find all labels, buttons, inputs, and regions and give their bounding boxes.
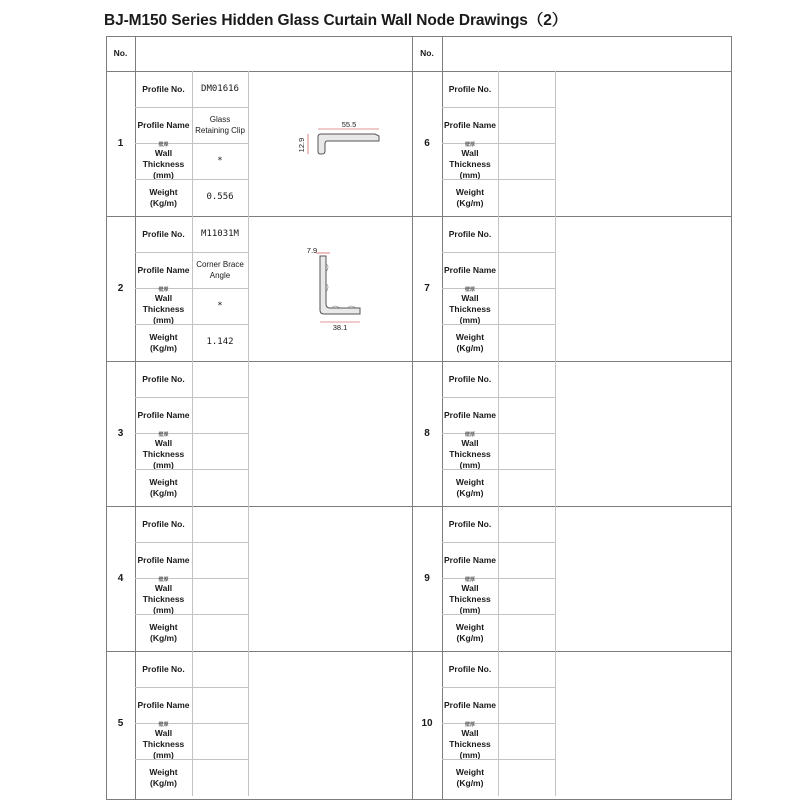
wall-thickness-unit: (mm): [459, 169, 481, 180]
profile-no-label: Profile No.: [448, 663, 492, 674]
wall-thickness-unit: (mm): [459, 749, 481, 760]
profile-name-label: Profile Name: [444, 554, 496, 565]
wall-thickness-unit: (mm): [153, 604, 174, 615]
value-drawing-divider: [555, 506, 556, 651]
field-value-profile-name: [192, 687, 248, 723]
wall-thickness-unit: (mm): [153, 459, 174, 470]
profile-no-label: Profile No.: [142, 518, 185, 529]
weight-unit: (Kg/m): [150, 487, 177, 498]
label-text: [444, 120, 496, 131]
profile-name-label: Profile Name: [137, 264, 190, 275]
dimension-label: 7.9: [306, 246, 318, 255]
field-value-wall-thickness: [498, 723, 555, 759]
value-drawing-divider: [555, 361, 556, 506]
wall-thickness-mark: 壁厚: [158, 576, 169, 583]
label-text: [149, 477, 177, 499]
field-label-profile-name: [442, 252, 498, 288]
wall-thickness-mark: 壁厚: [158, 431, 169, 438]
label-text: [449, 664, 492, 675]
dimension-label: 12.9: [297, 137, 306, 153]
weight-unit: (Kg/m): [150, 632, 177, 643]
row-number-cell: [106, 506, 135, 651]
wall-thickness-label: Wall Thickness: [449, 147, 491, 169]
field-label-profile-name: [442, 397, 498, 433]
weight-unit: (Kg/m): [150, 777, 177, 788]
row-number-cell: [412, 651, 442, 796]
field-label-wall-thickness: [442, 288, 498, 324]
label-text: [138, 410, 190, 421]
weight-label: Weight: [149, 476, 178, 487]
field-label-weight: [442, 759, 498, 796]
dimension-label: 55.5: [341, 121, 357, 129]
row-number: 6: [424, 138, 430, 149]
profile-name-value: Corner Brace Angle: [196, 260, 244, 280]
field-label-profile-name: [442, 687, 498, 723]
weight-unit: (Kg/m): [456, 777, 484, 788]
profile-no-label: Profile No.: [142, 663, 185, 674]
value-drawing-divider: [248, 216, 249, 361]
label-text: [135, 287, 192, 326]
label-text: [456, 477, 484, 499]
row-number-cell: [106, 651, 135, 796]
label-text: [138, 700, 190, 711]
wall-thickness-label: Wall Thickness: [449, 727, 491, 749]
row-number-cell: [412, 216, 442, 361]
field-label-profile-name: [442, 542, 498, 578]
wall-thickness-label: Wall Thickness: [142, 437, 185, 459]
label-text: [142, 229, 185, 240]
field-value-weight: [192, 469, 248, 506]
profile-name-label: Profile Name: [137, 409, 190, 420]
value-drawing-divider: [555, 651, 556, 796]
field-value-weight: [192, 324, 248, 361]
row-number-cell: [106, 361, 135, 506]
row-number-cell: [412, 506, 442, 651]
row-number: 9: [424, 573, 430, 584]
field-value-profile-name: [498, 107, 555, 143]
angle-profile-detail: [326, 264, 356, 308]
field-value-profile-no: [192, 361, 248, 397]
wall-thickness-label: Wall Thickness: [142, 582, 185, 604]
weight-unit: (Kg/m): [456, 197, 484, 208]
value-drawing-divider: [248, 71, 249, 216]
label-text: [456, 622, 484, 644]
profile-no-value: M11031M: [201, 228, 239, 239]
value-drawing-divider: [248, 361, 249, 506]
weight-label: Weight: [455, 331, 485, 342]
wall-thickness-value: *: [217, 155, 223, 166]
field-label-profile-name: [442, 107, 498, 143]
label-text: [149, 767, 177, 789]
value-drawing-divider: [248, 651, 249, 796]
row-number: 7: [424, 283, 430, 294]
profile-name-label: Profile Name: [444, 699, 496, 710]
field-value-weight: [192, 179, 248, 216]
wall-thickness-label: Wall Thickness: [449, 582, 491, 604]
wall-thickness-unit: (mm): [153, 314, 174, 325]
field-value-weight: [498, 179, 555, 216]
weight-unit: (Kg/m): [456, 487, 484, 498]
wall-thickness-label: Wall Thickness: [449, 292, 491, 314]
field-value-wall-thickness: [498, 578, 555, 614]
header-no-label: No.: [420, 48, 434, 58]
field-label-weight: [135, 614, 192, 651]
field-label-profile-name: [135, 252, 192, 288]
weight-label: Weight: [149, 186, 178, 197]
profile-no-label: Profile No.: [448, 373, 492, 384]
field-value-profile-name: [192, 397, 248, 433]
field-value-profile-no: [192, 216, 248, 252]
field-label-profile-name: [135, 397, 192, 433]
field-value-profile-name: [498, 397, 555, 433]
field-value-weight: [498, 324, 555, 361]
label-text: [456, 767, 484, 789]
field-label-weight: [442, 469, 498, 506]
field-value-wall-thickness: [498, 288, 555, 324]
wall-thickness-mark: 壁厚: [464, 576, 475, 583]
value-drawing-divider: [555, 71, 556, 216]
field-label-wall-thickness: [442, 143, 498, 179]
label-text: [138, 555, 190, 566]
field-label-weight: [135, 759, 192, 796]
label-text: [449, 229, 492, 240]
field-label-wall-thickness: [135, 433, 192, 469]
row-number: 8: [424, 428, 430, 439]
field-value-weight: [498, 469, 555, 506]
field-label-profile-name: [135, 687, 192, 723]
profile-name-label: Profile Name: [137, 699, 190, 710]
weight-unit: (Kg/m): [150, 342, 177, 353]
label-text: [444, 265, 496, 276]
field-label-wall-thickness: [135, 578, 192, 614]
angle-profile-shape: [320, 256, 360, 314]
field-value-profile-no: [192, 506, 248, 542]
label-text: [442, 142, 498, 181]
weight-label: Weight: [455, 766, 485, 777]
wall-thickness-mark: 壁厚: [464, 431, 475, 438]
label-text: [142, 84, 185, 95]
label-text: [449, 519, 492, 530]
profile-name-label: Profile Name: [444, 119, 496, 130]
field-value-profile-name: [192, 107, 248, 143]
field-label-weight: [135, 179, 192, 216]
weight-value: 1.142: [206, 337, 234, 347]
profile-no-label: Profile No.: [142, 83, 185, 94]
field-label-weight: [442, 614, 498, 651]
wall-thickness-value: *: [217, 300, 223, 311]
field-label-profile-no: [442, 71, 498, 107]
weight-unit: (Kg/m): [456, 342, 484, 353]
field-label-profile-no: [442, 506, 498, 542]
page-title: BJ-M150 Series Hidden Glass Curtain Wall Node Drawings（2）: [104, 12, 568, 29]
value-drawing-divider: [555, 216, 556, 361]
wall-thickness-label: Wall Thickness: [449, 437, 491, 459]
clip-profile-shape: [318, 134, 379, 154]
wall-thickness-unit: (mm): [153, 749, 174, 760]
profile-name-label: Profile Name: [444, 264, 496, 275]
profile-no-value: DM01616: [201, 83, 239, 94]
weight-label: Weight: [455, 186, 485, 197]
header-no-left: [106, 36, 135, 71]
field-value-profile-name: [498, 252, 555, 288]
row-number: 4: [117, 573, 124, 584]
wall-thickness-mark: 壁厚: [464, 286, 475, 293]
row-number: 3: [117, 428, 124, 439]
field-label-weight: [442, 179, 498, 216]
wall-thickness-mark: 壁厚: [158, 286, 169, 293]
label-text: [142, 519, 185, 530]
field-value-profile-no: [498, 506, 555, 542]
weight-unit: (Kg/m): [456, 632, 484, 643]
profile-name-value: Glass Retaining Clip: [195, 115, 245, 135]
field-label-profile-name: [135, 542, 192, 578]
label-text: [442, 577, 498, 616]
label-text: [444, 555, 496, 566]
field-value-profile-no: [498, 71, 555, 107]
label-text: [135, 577, 192, 616]
profile-name-label: Profile Name: [137, 554, 190, 565]
field-label-profile-no: [442, 216, 498, 252]
wall-thickness-unit: (mm): [459, 459, 481, 470]
weight-label: Weight: [149, 766, 178, 777]
label-text: [142, 374, 185, 385]
field-value-weight: [498, 759, 555, 796]
field-value-weight: [192, 759, 248, 796]
field-value-profile-no: [192, 71, 248, 107]
field-label-wall-thickness: [135, 288, 192, 324]
field-value-wall-thickness: [192, 578, 248, 614]
wall-thickness-label: Wall Thickness: [142, 292, 185, 314]
header-no-right: [412, 36, 442, 71]
row-number: 10: [421, 718, 433, 729]
field-value-profile-no: [498, 651, 555, 687]
profile-no-label: Profile No.: [142, 228, 185, 239]
field-label-weight: [135, 469, 192, 506]
wall-thickness-unit: (mm): [153, 169, 174, 180]
field-label-profile-no: [135, 361, 192, 397]
header-no-label: No.: [113, 48, 128, 58]
field-value-weight: [192, 614, 248, 651]
weight-label: Weight: [149, 621, 178, 632]
label-text: [442, 287, 498, 326]
field-label-weight: [442, 324, 498, 361]
field-label-profile-no: [135, 216, 192, 252]
field-value-profile-no: [498, 216, 555, 252]
field-value-profile-name: [498, 542, 555, 578]
field-label-wall-thickness: [442, 723, 498, 759]
row-number-cell: [106, 71, 135, 216]
field-value-wall-thickness: [192, 143, 248, 179]
field-value-weight: [498, 614, 555, 651]
label-text: [135, 432, 192, 471]
label-text: [149, 332, 177, 354]
label-text: [138, 265, 190, 276]
value-drawing-divider: [248, 506, 249, 651]
field-value-profile-name: [192, 542, 248, 578]
wall-thickness-mark: 壁厚: [158, 141, 169, 148]
field-label-profile-no: [135, 651, 192, 687]
label-text: [149, 187, 177, 209]
node-drawings-table: [106, 36, 732, 800]
label-text: [442, 432, 498, 471]
label-text: [135, 142, 192, 181]
label-text: [442, 722, 498, 761]
field-value-wall-thickness: [192, 288, 248, 324]
row-number: 2: [117, 283, 124, 294]
weight-label: Weight: [149, 331, 178, 342]
wall-thickness-unit: (mm): [459, 314, 481, 325]
field-value-profile-no: [192, 651, 248, 687]
label-text: [149, 622, 177, 644]
field-value-wall-thickness: [192, 723, 248, 759]
field-label-wall-thickness: [442, 433, 498, 469]
row-number-cell: [106, 216, 135, 361]
row-number: 5: [117, 718, 124, 729]
profile-no-label: Profile No.: [448, 228, 492, 239]
field-label-profile-no: [442, 361, 498, 397]
wall-thickness-unit: (mm): [459, 604, 481, 615]
glass-retaining-clip-drawing: [292, 121, 402, 171]
label-text: [138, 120, 190, 131]
wall-thickness-mark: 壁厚: [158, 721, 169, 728]
profile-no-label: Profile No.: [448, 83, 492, 94]
profile-no-label: Profile No.: [142, 373, 185, 384]
weight-value: 0.556: [206, 192, 234, 202]
weight-label: Weight: [455, 621, 485, 632]
profile-name-label: Profile Name: [137, 119, 190, 130]
field-value-wall-thickness: [498, 433, 555, 469]
field-value-wall-thickness: [498, 143, 555, 179]
wall-thickness-mark: 壁厚: [464, 721, 475, 728]
row-number-cell: [412, 361, 442, 506]
profile-name-label: Profile Name: [444, 409, 496, 420]
corner-brace-angle-drawing: [302, 244, 372, 330]
field-label-profile-no: [135, 506, 192, 542]
field-value-profile-name: [498, 687, 555, 723]
field-value-profile-no: [498, 361, 555, 397]
dimension-label: 38.1: [332, 323, 348, 330]
field-label-wall-thickness: [135, 143, 192, 179]
label-text: [456, 187, 484, 209]
label-text: [449, 84, 492, 95]
label-text: [135, 722, 192, 761]
table-border-right: [731, 36, 732, 800]
label-text: [444, 700, 496, 711]
field-label-weight: [135, 324, 192, 361]
field-value-profile-name: [192, 252, 248, 288]
profile-no-label: Profile No.: [448, 518, 492, 529]
label-text: [456, 332, 484, 354]
label-text: [444, 410, 496, 421]
label-text: [449, 374, 492, 385]
row-number: 1: [117, 138, 124, 149]
field-label-profile-name: [135, 107, 192, 143]
weight-label: Weight: [455, 476, 485, 487]
label-text: [142, 664, 185, 675]
row-number-cell: [412, 71, 442, 216]
wall-thickness-label: Wall Thickness: [142, 727, 185, 749]
weight-unit: (Kg/m): [150, 197, 177, 208]
wall-thickness-label: Wall Thickness: [142, 147, 185, 169]
field-label-profile-no: [135, 71, 192, 107]
field-label-profile-no: [442, 651, 498, 687]
field-label-wall-thickness: [442, 578, 498, 614]
field-value-wall-thickness: [192, 433, 248, 469]
wall-thickness-mark: 壁厚: [464, 141, 475, 148]
field-label-wall-thickness: [135, 723, 192, 759]
